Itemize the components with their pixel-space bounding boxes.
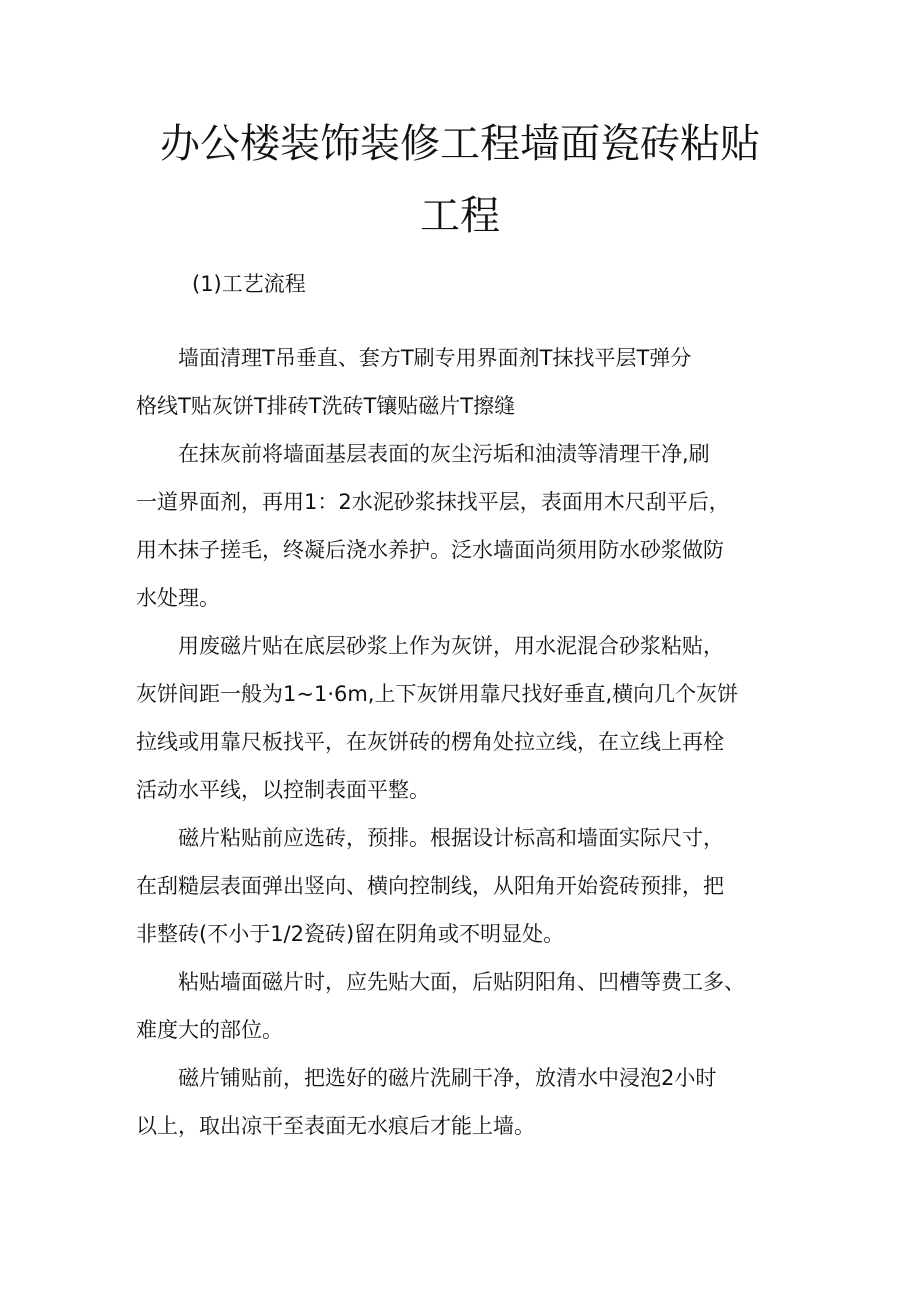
paragraph-wall-cleaning xyxy=(136,430,796,622)
paragraph-tile-selection xyxy=(136,814,796,958)
paragraph-line: 灰饼间距一般为1~1·6m,上下灰饼用靠尺找好垂直,横向几个灰饼 xyxy=(136,682,739,706)
paragraph-line: 磁片粘贴前应选砖，预排。根据设计标高和墙面实际尺寸， xyxy=(178,826,724,850)
paragraph-line: 活动水平线，以控制表面平整。 xyxy=(136,778,430,802)
paragraph-line: 以上，取出凉干至表面无水痕后才能上墙。 xyxy=(136,1114,535,1138)
paragraph-line: 在刮糙层表面弹出竖向、横向控制线，从阳角开始瓷砖预排，把 xyxy=(136,874,724,898)
page-title-continuation: 工程 xyxy=(420,193,500,239)
section-heading: (1)工艺流程 xyxy=(192,272,306,296)
paragraph-line: 墙面清理T吊垂直、套方T刷专用界面剂T抹找平层T弹分 xyxy=(178,346,692,370)
paragraph-line: 粘贴墙面磁片时，应先贴大面，后贴阴阳角、凹槽等费工多、 xyxy=(178,970,745,994)
paragraph-process-flow xyxy=(136,334,796,430)
paragraph-line: 在抹灰前将墙面基层表面的灰尘污垢和油渍等清理干净,刷 xyxy=(178,442,710,466)
paragraph-line: 用木抹子搓毛，终凝后浇水养护。泛水墙面尚须用防水砂浆做防 xyxy=(136,538,724,562)
paragraph-line: 格线T贴灰饼T排砖T洗砖T镶贴磁片T擦缝 xyxy=(136,394,516,418)
page-title: 办公楼装饰装修工程墙面瓷砖粘贴 xyxy=(160,121,760,167)
paragraph-tiling-order xyxy=(136,958,796,1054)
paragraph-line: 用废磁片贴在底层砂浆上作为灰饼，用水泥混合砂浆粘贴， xyxy=(178,634,724,658)
paragraph-line: 难度大的部位。 xyxy=(136,1018,283,1042)
paragraph-line: 非整砖(不小于1/2瓷砖)留在阴角或不明显处。 xyxy=(136,922,565,946)
paragraph-reference-cakes xyxy=(136,622,796,814)
paragraph-line: 一道界面剂，再用1：2水泥砂浆抹找平层，表面用木尺刮平后， xyxy=(136,490,730,514)
paragraph-line: 磁片铺贴前，把选好的磁片洗刷干净，放清水中浸泡2小时 xyxy=(178,1066,717,1090)
paragraph-line: 水处理。 xyxy=(136,586,220,610)
paragraph-line: 拉线或用靠尺板找平，在灰饼砖的楞角处拉立线，在立线上再栓 xyxy=(136,730,724,754)
paragraph-tile-soaking xyxy=(136,1054,796,1150)
